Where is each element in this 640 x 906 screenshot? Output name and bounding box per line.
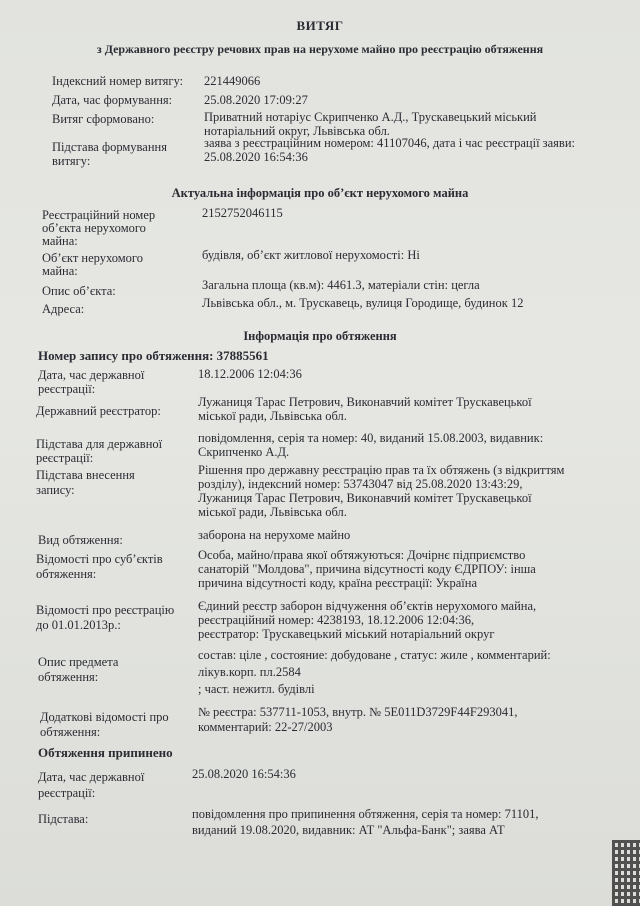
extra-info-value-line2: комментарий: 22-27/2003 [198, 720, 333, 734]
document-title: ВИТЯГ [296, 18, 344, 33]
subjects-label-line2: обтяження: [36, 567, 97, 581]
description-label: Опис об’єкта: [42, 284, 116, 298]
reg-basis-label-line2: реєстрації: [36, 451, 94, 465]
subject-desc-label-line2: обтяження: [38, 670, 99, 684]
object-label-line1: Об’єкт нерухомого [42, 251, 143, 265]
object-value: будівля, об’єкт житлової нерухомості: Ні [202, 248, 420, 262]
kind-label: Вид обтяження: [38, 533, 123, 547]
termination-basis-value-line1: повідомлення про припинення обтяження, серія та номер: 71101, [192, 807, 539, 821]
basis-label-line1: Підстава формування [52, 140, 167, 154]
object-label-line2: майна: [42, 264, 78, 278]
subjects-value-line3: причина відсутності коду, країна реєстрації: Україна [198, 576, 477, 590]
entry-basis-value-line2: розділу), індексний номер: 53743047 від 25.08.2020 13:43:29, [198, 477, 523, 491]
termination-date-value: 25.08.2020 16:54:36 [192, 767, 296, 781]
reg-date-label-line1: Дата, час державної [38, 368, 145, 382]
entry-basis-label-line1: Підстава внесення [36, 468, 135, 482]
termination-date-label-line1: Дата, час державної [38, 770, 145, 784]
prior-reg-label-line1: Відомості про реєстрацію [36, 603, 175, 617]
reg-number-label-line3: майна: [42, 234, 78, 248]
formed-value-line2: нотаріальний округ, Львівська обл. [204, 124, 390, 138]
reg-number-label-line1: Реєстраційний номер [42, 208, 156, 222]
termination-basis-value-line2: виданий 19.08.2020, видавник: АТ "Альфа-Банк"; заява АТ [192, 823, 505, 837]
subject-desc-value-line2: лікув.корп. пл.2584 [198, 665, 301, 679]
date-label: Дата, час формування: [52, 93, 173, 107]
formed-value-line1: Приватний нотаріус Скрипченко А.Д., Трускавецький міський [204, 110, 537, 124]
reg-date-label-line2: реєстрації: [38, 382, 96, 396]
qr-code-fragment [612, 840, 640, 906]
index-label: Індексний номер витягу: [52, 74, 184, 88]
subject-desc-value-line3: ; част. нежитл. будівлі [198, 682, 315, 696]
termination-title: Обтяження припинено [38, 745, 173, 760]
subjects-value-line1: Особа, майно/права якої обтяжуються: Дочірнє підприємство [198, 548, 526, 562]
encumbrance-section-title: Інформація про обтяження [243, 329, 397, 343]
reg-basis-value-line2: Скрипченко А.Д. [198, 445, 290, 459]
index-value: 221449066 [204, 74, 261, 88]
date-value: 25.08.2020 17:09:27 [204, 93, 308, 107]
description-value: Загальна площа (кв.м): 4461.3, матеріали стін: цегла [202, 278, 480, 292]
reg-basis-value-line1: повідомлення, серія та номер: 40, виданий 15.08.2003, видавник: [198, 431, 544, 445]
entry-basis-value-line1: Рішення про державну реєстрацію прав та їх обтяжень (з відкриттям [198, 463, 565, 477]
extra-info-label-line1: Додаткові відомості про [40, 710, 169, 724]
formed-label: Витяг сформовано: [52, 112, 155, 126]
prior-reg-label-line2: до 01.01.2013р.: [36, 618, 121, 632]
subjects-value-line2: санаторій "Молдова", причина відсутності коду ЄДРПОУ: інша [198, 562, 536, 576]
entry-basis-label-line2: запису: [36, 483, 75, 497]
registrar-value-line1: Лужаниця Тарас Петрович, Виконавчий комітет Трускавецької [198, 395, 532, 409]
kind-value: заборона на нерухоме майно [198, 528, 351, 542]
termination-basis-label: Підстава: [38, 812, 89, 826]
extra-info-value-line1: № реєстра: 537711-1053, внутр. № 5Е011D3729F44F293041, [198, 705, 518, 719]
reg-basis-label-line1: Підстава для державної [36, 437, 163, 451]
address-label: Адреса: [42, 302, 85, 316]
basis-value-line1: заява з реєстраційним номером: 41107046, дата і час реєстрації заяви: [204, 136, 575, 150]
subject-desc-label-line1: Опис предмета [38, 655, 119, 669]
subjects-label-line1: Відомості про суб’єктів [36, 552, 163, 566]
prior-reg-value-line3: реєстратор: Трускавецький міський нотаріальний округ [198, 627, 495, 641]
entry-basis-value-line4: міської ради, Львівська обл. [198, 505, 347, 519]
object-section-title: Актуальна інформація про об’єкт нерухомого майна [171, 186, 469, 200]
entry-basis-value-line3: Лужаниця Тарас Петрович, Виконавчий комітет Трускавецької [198, 491, 532, 505]
termination-date-label-line2: реєстрації: [38, 786, 96, 800]
prior-reg-value-line2: реєстраційний номер: 4238193, 18.12.2006 12:04:36, [198, 613, 475, 627]
basis-value-line2: 25.08.2020 16:54:36 [204, 150, 308, 164]
basis-label-line2: витягу: [52, 154, 91, 168]
registrar-value-line2: міської ради, Львівська обл. [198, 409, 347, 423]
reg-number-label-line2: об’єкта нерухомого [42, 221, 146, 235]
prior-reg-value-line1: Єдиний реєстр заборон відчуження об’єктів нерухомого майна, [198, 599, 537, 613]
reg-number-value: 2152752046115 [202, 206, 283, 220]
extra-info-label-line2: обтяження: [40, 725, 101, 739]
record-number: Номер запису про обтяження: 37885561 [38, 348, 269, 363]
reg-date-value: 18.12.2006 12:04:36 [198, 367, 302, 381]
address-value: Львівська обл., м. Трускавець, вулиця Городище, будинок 12 [202, 296, 524, 310]
subject-desc-value-line1: состав: ціле , состояние: добудоване , статус: жиле , комментарий: [198, 648, 551, 662]
registrar-label: Державний реєстратор: [36, 404, 161, 418]
document-subtitle: з Державного реєстру речових прав на нерухоме майно про реєстрацію обтяження [96, 42, 544, 56]
